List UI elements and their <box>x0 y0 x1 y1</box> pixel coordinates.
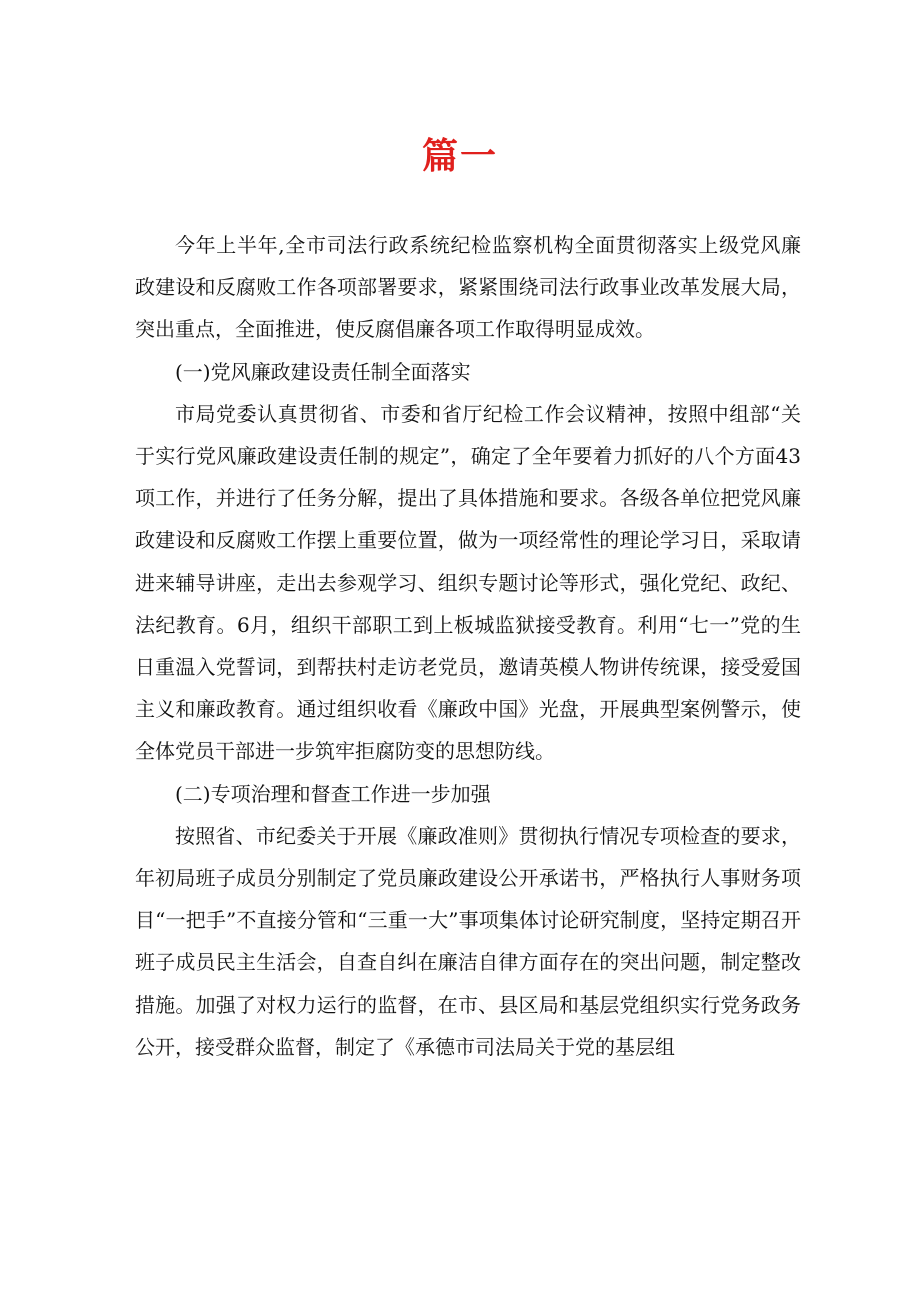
paragraph-section-2: 按照省、市纪委关于开展《廉政准则》贯彻执行情况专项检查的要求，年初局班子成员分别制定了党员廉政建设公开承诺书，严格执行人事财务项目“一把手”不直接分管和“三重一大”事项集体讨论研究制度，坚持定期召开班子成员民主生活会，自查自纠在廉洁自律方面存在的突出问题，制定整改措施。加强了对权力运行的监督，在市、县区局和基层党组织实行党务政务公开，接受群众监督，制定了《承德市司法局关于党的基层组 <box>135 823 801 1059</box>
paragraph-intro: 今年上半年,全市司法行政系统纪检监察机构全面贯彻落实上级党风廉政建设和反腐败工作各项部署要求，紧紧围绕司法行政事业改革发展大局，突出重点，全面推进，使反腐倡廉各项工作取得明显成效。 <box>135 233 801 342</box>
document-title: 篇一 <box>421 135 498 177</box>
section-heading-1: (一)党风廉政建设责任制全面落实 <box>175 359 471 384</box>
paragraph-section-1: 市局党委认真贯彻省、市委和省厅纪检工作会议精神，按照中组部“关于实行党风廉政建设责任制的规定”，确定了全年要着力抓好的八个方面43项工作，并进行了任务分解，提出了具体措施和要求。各级各单位把党风廉政建设和反腐败工作摆上重要位置，做为一项经常性的理论学习日，采取请进来辅导讲座，走出去参观学习、组织专题讨论等形式，强化党纪、政纪、法纪教育。6月，组织干部职工到上板城监狱接受教育。利用“七一”党的生日重温入党誓词，到帮扶村走访老党员，邀请英模人物讲传统课，接受爱国主义和廉政教育。通过组织收看《廉政中国》光盘，开展典型案例警示，使全体党员干部进一步筑牢拒腐防变的思想防线。 <box>135 401 801 764</box>
document-body <box>135 224 801 1068</box>
section-heading-2: (二)专项治理和督查工作进一步加强 <box>175 781 491 806</box>
